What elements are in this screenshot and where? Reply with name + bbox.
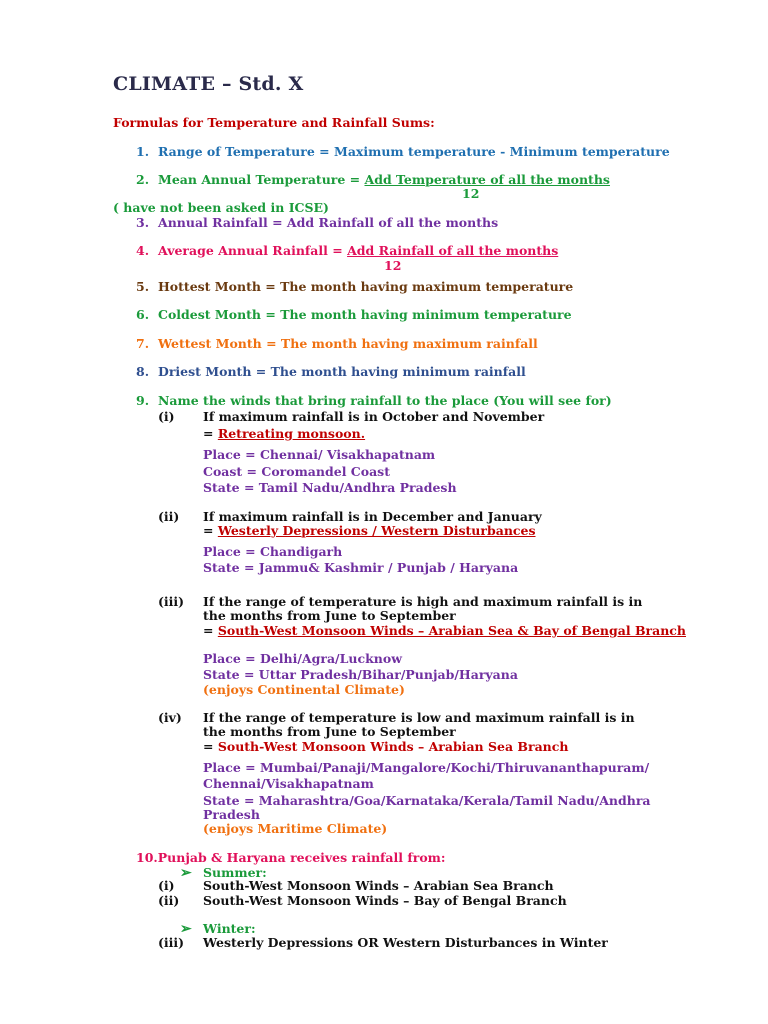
equals-sign: = [203,739,218,754]
formula-label: Average Annual Rainfall = [158,243,348,258]
list-item-text: Annual Rainfall = Add Rainfall of all the months [158,215,499,230]
case-answer-line [203,427,365,441]
case-state: State = Jammu& Kashmir / Punjab / Haryana [203,560,519,575]
case-answer: South-West Monsoon Winds – Arabian Sea & Bay of Bengal Branch [217,623,686,638]
case-coast: Coast = Coromandel Coast [203,464,390,479]
case-answer-line [203,740,568,754]
case-roman: (ii) [158,893,180,908]
list-number: 6. [136,307,150,322]
case-place-cont: Chennai/Visakhapatnam [203,776,374,791]
case-roman: (i) [158,409,175,424]
note-text: ( have not been asked in ICSE) [113,200,329,215]
equals-sign: = [203,623,218,638]
case-roman: (i) [158,878,175,893]
case-condition: If the range of temperature is high and maximum rainfall is in [203,594,643,609]
list-number: 9. [136,393,150,408]
case-answer-line [203,524,536,538]
list-number: 1. [136,144,150,159]
formula-denominator: 12 [462,186,480,201]
formula-denominator: 12 [384,258,402,273]
case-answer: South-West Monsoon Winds – Arabian Sea Branch [217,739,569,754]
list-number: 5. [136,279,150,294]
case-place: Place = Mumbai/Panaji/Mangalore/Kochi/Thiruvananthapuram/ [203,760,650,775]
case-condition-cont: the months from June to September [203,608,456,623]
case-state: State = Tamil Nadu/Andhra Pradesh [203,480,457,495]
section-heading: 10.Punjab & Haryana receives rainfall from: [136,850,446,865]
case-place: Place = Chandigarh [203,544,343,559]
case-climate: (enjoys Maritime Climate) [203,821,388,836]
case-answer: Westerly Depressions / Western Disturbances [217,523,536,538]
wind-source: South-West Monsoon Winds – Bay of Bengal Branch [203,893,567,908]
list-item-text [158,244,558,258]
case-place: Place = Chennai/ Visakhapatnam [203,447,436,462]
list-number: 2. [136,172,150,187]
list-number: 8. [136,364,150,379]
formula-numerator: Add Rainfall of all the months [347,243,559,258]
list-number: 4. [136,243,150,258]
arrow-bullet-icon: ➢ [180,865,192,881]
list-number: 7. [136,336,150,351]
case-state: State = Uttar Pradesh/Bihar/Punjab/Haryana [203,667,518,682]
section-subtitle: Formulas for Temperature and Rainfall Sums: [113,115,435,130]
list-item-text: Wettest Month = The month having maximum rainfall [158,336,538,351]
list-item-text [158,173,610,187]
season-label-winter: Winter: [203,921,256,936]
case-condition: If the range of temperature is low and maximum rainfall is in [203,710,635,725]
list-item-text: Driest Month = The month having minimum rainfall [158,364,526,379]
equals-sign: = [203,523,218,538]
case-state-cont: Pradesh [203,807,260,822]
case-condition-cont: the months from June to September [203,724,456,739]
case-state: State = Maharashtra/Goa/Karnataka/Kerala/Tamil Nadu/Andhra [203,793,651,808]
list-item-text: Name the winds that bring rainfall to the place (You will see for) [158,393,612,408]
season-label-summer: Summer: [203,865,267,880]
case-roman: (ii) [158,509,180,524]
arrow-bullet-icon: ➢ [180,921,192,937]
case-place: Place = Delhi/Agra/Lucknow [203,651,402,666]
case-roman: (iv) [158,710,182,725]
case-answer-line [203,624,686,638]
list-item-text: Hottest Month = The month having maximum temperature [158,279,574,294]
case-roman: (iii) [158,594,185,609]
wind-source: South-West Monsoon Winds – Arabian Sea Branch [203,878,554,893]
wind-source: Westerly Depressions OR Western Disturbances in Winter [203,935,608,950]
case-roman: (iii) [158,935,185,950]
case-answer: Retreating monsoon. [217,426,366,441]
formula-label: Mean Annual Temperature = [158,172,365,187]
case-climate: (enjoys Continental Climate) [203,682,405,697]
list-item-text: Coldest Month = The month having minimum temperature [158,307,572,322]
list-item-text: Range of Temperature = Maximum temperature - Minimum temperature [158,144,670,159]
case-condition: If maximum rainfall is in October and November [203,409,545,424]
list-number: 3. [136,215,150,230]
page-title: CLIMATE – Std. X [113,73,304,95]
case-condition: If maximum rainfall is in December and January [203,509,542,524]
equals-sign: = [203,426,218,441]
formula-numerator: Add Temperature of all the months [364,172,610,187]
